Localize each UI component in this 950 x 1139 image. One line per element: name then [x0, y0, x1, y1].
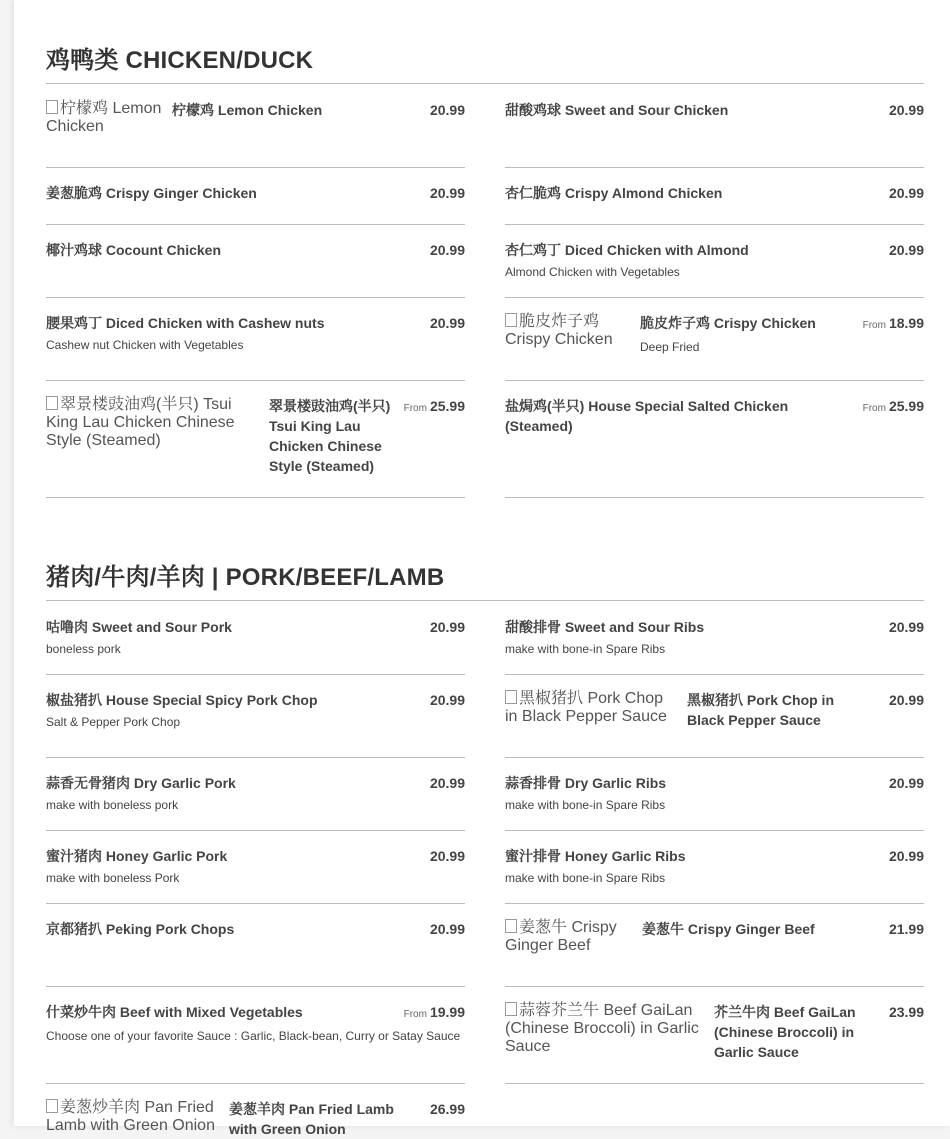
menu-item-sweet-sour-chicken[interactable] [505, 100, 924, 160]
item-price: 20.99 [888, 242, 924, 258]
item-name: 什菜炒牛肉 Beef with Mixed Vegetables [46, 1004, 303, 1020]
item-divider [505, 224, 924, 225]
dish-image[interactable]: 翠景楼豉油鸡(半只) Tsui King Lau Chicken Chinese Style (Steamed) [46, 396, 256, 452]
item-price: 20.99 [429, 315, 465, 331]
item-name: 腰果鸡丁 Diced Chicken with Cashew nuts [46, 315, 325, 331]
dish-image[interactable]: 姜葱炒羊肉 Pan Fried Lamb with Green Onion [46, 1099, 220, 1135]
item-name: 脆皮炸子鸡 Crispy Chicken [640, 315, 816, 331]
item-name: 京都猪扒 Peking Pork Chops [46, 921, 235, 937]
item-divider [46, 903, 465, 904]
menu-item-sweet-sour-pork[interactable] [46, 617, 465, 667]
item-divider [505, 380, 924, 381]
item-price: 20.99 [888, 692, 924, 708]
item-name: 姜葱脆鸡 Crispy Ginger Chicken [46, 185, 257, 201]
item-price: 26.99 [429, 1101, 465, 1117]
item-name: 杏仁脆鸡 Crispy Almond Chicken [505, 185, 723, 201]
menu-item-beef-mixed-vegetables[interactable] [46, 1002, 465, 1077]
item-name: 蜜汁猪肉 Honey Garlic Pork [46, 848, 228, 864]
menu-item-house-special-salted-chicken[interactable] [505, 396, 924, 491]
item-name: 咕噜肉 Sweet and Sour Pork [46, 619, 232, 635]
item-price: From 19.99 [403, 1004, 465, 1020]
item-divider [505, 167, 924, 168]
menu-item-crispy-chicken[interactable] [505, 313, 924, 373]
item-price: 20.99 [888, 619, 924, 635]
item-price: 20.99 [888, 102, 924, 118]
menu-item-beef-gailan[interactable] [505, 1002, 924, 1077]
item-divider [505, 297, 924, 298]
dish-image[interactable]: 黑椒猪扒 Pork Chop in Black Pepper Sauce [505, 690, 677, 730]
dish-image[interactable]: 脆皮炸子鸡 Crispy Chicken [505, 313, 629, 353]
item-price: 20.99 [888, 848, 924, 864]
item-divider [505, 674, 924, 675]
item-divider [505, 903, 924, 904]
menu-item-dry-garlic-pork[interactable] [46, 773, 465, 823]
menu-item-dry-garlic-ribs[interactable] [505, 773, 924, 823]
item-divider [46, 224, 465, 225]
menu-item-tsui-king-lau-chicken[interactable] [46, 396, 465, 491]
menu-item-crispy-ginger-beef[interactable] [505, 919, 924, 979]
menu-item-peking-pork-chops[interactable] [46, 919, 465, 979]
section-title-pork-beef-lamb: 猪肉/牛肉/羊肉 | PORK/BEEF/LAMB [46, 564, 445, 591]
item-name: 盐焗鸡(半只) House Special Salted Chicken (Steamed) [505, 398, 789, 434]
item-price: 20.99 [888, 185, 924, 201]
menu-item-honey-garlic-pork[interactable] [46, 846, 465, 896]
item-price: From 18.99 [862, 315, 924, 331]
menu-item-crispy-ginger-chicken[interactable] [46, 183, 465, 223]
item-price: 20.99 [429, 102, 465, 118]
item-divider [505, 757, 924, 758]
item-divider [46, 380, 465, 381]
menu-item-spicy-pork-chop[interactable] [46, 690, 465, 750]
item-name: 姜葱牛 Crispy Ginger Beef [642, 921, 815, 937]
item-description: make with boneless pork [46, 798, 179, 812]
item-description: make with boneless Pork [46, 871, 180, 885]
item-divider [505, 830, 924, 831]
dish-image[interactable]: 姜葱牛 Crispy Ginger Beef [505, 919, 633, 959]
item-name: 杏仁鸡丁 Diced Chicken with Almond [505, 242, 749, 258]
dish-image[interactable]: 柠檬鸡 Lemon Chicken [46, 100, 164, 140]
item-price: 20.99 [429, 242, 465, 258]
item-price: 20.99 [429, 692, 465, 708]
menu-item-lemon-chicken[interactable] [46, 100, 465, 160]
item-price: 20.99 [429, 185, 465, 201]
menu-item-black-pepper-pork-chop[interactable] [505, 690, 924, 750]
item-description: Cashew nut Chicken with Vegetables [46, 338, 244, 352]
item-description: make with bone-in Spare Ribs [505, 642, 666, 656]
item-price: 20.99 [429, 848, 465, 864]
item-divider [46, 674, 465, 675]
item-price: From 25.99 [403, 398, 465, 414]
item-divider [46, 297, 465, 298]
menu-item-coconut-chicken[interactable] [46, 240, 465, 290]
item-price: From 25.99 [862, 398, 924, 414]
item-price: 20.99 [429, 775, 465, 791]
menu-item-crispy-almond-chicken[interactable] [505, 183, 924, 223]
item-divider [505, 986, 924, 987]
item-name: 黑椒猪扒 Pork Chop in Black Pepper Sauce [687, 692, 834, 728]
item-divider [505, 497, 924, 498]
item-description: make with bone-in Spare Ribs [505, 871, 666, 885]
item-price: 21.99 [888, 921, 924, 937]
item-name: 蒜香排骨 Dry Garlic Ribs [505, 775, 667, 791]
section-title-chicken-duck: 鸡鸭类 CHICKEN/DUCK [46, 47, 314, 74]
item-divider [505, 1083, 924, 1084]
item-price: 20.99 [429, 619, 465, 635]
menu-item-sweet-sour-ribs[interactable] [505, 617, 924, 667]
section-divider [46, 600, 924, 601]
item-divider [46, 497, 465, 498]
item-price: 23.99 [888, 1004, 924, 1020]
menu-page [14, 0, 950, 1137]
item-divider [46, 1083, 465, 1084]
item-name: 芥兰牛肉 Beef GaiLan (Chinese Broccoli) in Garlic Sauce [714, 1004, 856, 1060]
item-name: 翠景楼豉油鸡(半只) Tsui King Lau Chicken Chinese Style (Steamed) [269, 398, 391, 474]
item-name: 椒盐猪扒 House Special Spicy Pork Chop [46, 692, 318, 708]
item-divider [46, 757, 465, 758]
menu-item-diced-chicken-almond[interactable] [505, 240, 924, 290]
item-description: boneless pork [46, 642, 121, 656]
item-description: Choose one of your favorite Sauce : Garlic, Black-bean, Curry or Satay Sauce [46, 1029, 461, 1043]
menu-item-diced-chicken-cashew[interactable] [46, 313, 465, 373]
item-name: 甜酸鸡球 Sweet and Sour Chicken [505, 102, 729, 118]
item-description: Deep Fried [640, 340, 700, 354]
menu-item-honey-garlic-ribs[interactable] [505, 846, 924, 896]
item-divider [46, 167, 465, 168]
item-divider [46, 986, 465, 987]
item-name: 柠檬鸡 Lemon Chicken [172, 102, 323, 118]
item-divider [46, 830, 465, 831]
item-description: Salt & Pepper Pork Chop [46, 715, 181, 729]
item-name: 椰汁鸡球 Cocount Chicken [46, 242, 222, 258]
item-price: 20.99 [888, 775, 924, 791]
item-name: 蜜汁排骨 Honey Garlic Ribs [505, 848, 686, 864]
item-description: Almond Chicken with Vegetables [505, 265, 680, 279]
item-price: 20.99 [429, 921, 465, 937]
item-name: 姜葱羊肉 Pan Fried Lamb with Green Onion [229, 1101, 394, 1137]
menu-item-pan-fried-lamb[interactable] [46, 1099, 465, 1137]
section-divider [46, 83, 924, 84]
item-name: 甜酸排骨 Sweet and Sour Ribs [505, 619, 705, 635]
dish-image[interactable]: 蒜蓉芥兰牛 Beef GaiLan (Chinese Broccoli) in Garlic Sauce [505, 1002, 705, 1058]
item-description: make with bone-in Spare Ribs [505, 798, 666, 812]
item-name: 蒜香无骨猪肉 Dry Garlic Pork [46, 775, 236, 791]
